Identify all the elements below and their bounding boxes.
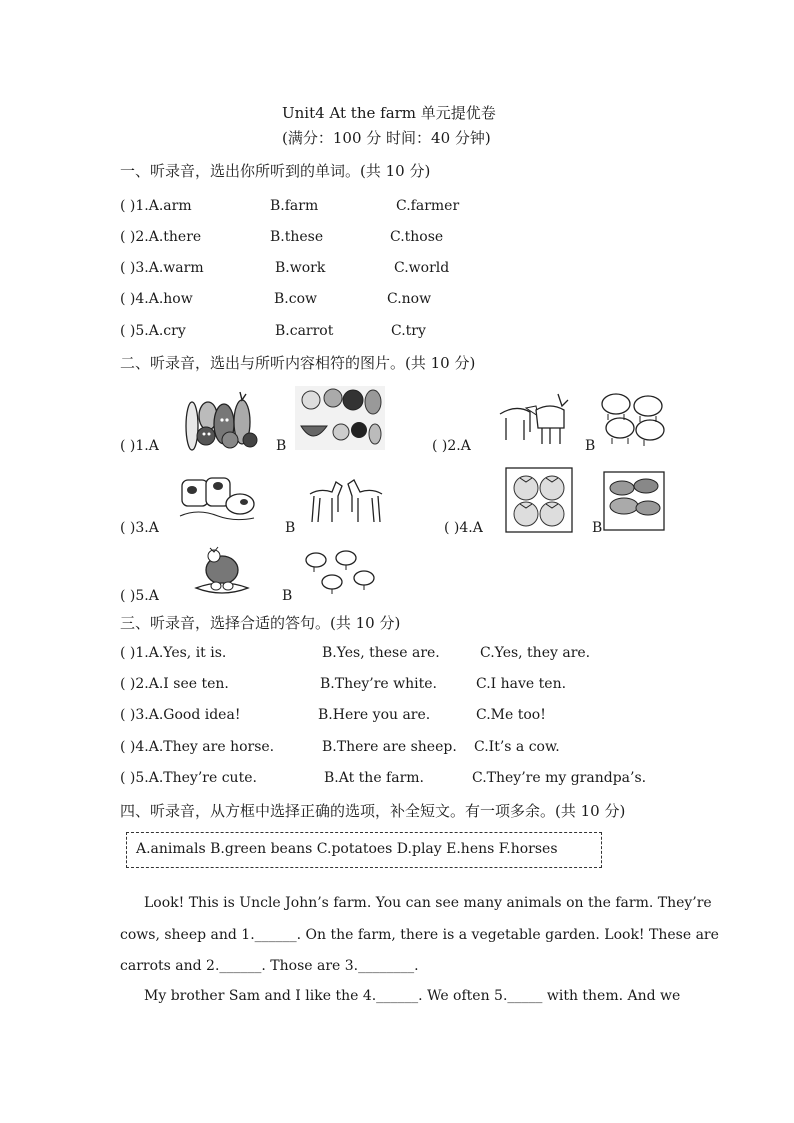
vegetables-picture xyxy=(180,386,262,452)
s1-q2-a: ( )2.A.there xyxy=(120,229,202,245)
s2-q2-b: B xyxy=(585,438,596,454)
s1-q4-c: C.now xyxy=(387,291,432,307)
s1-q5-c: C.try xyxy=(391,323,426,339)
s3-q4-c: C.It’s a cow. xyxy=(474,739,560,755)
s3-q1-c: C.Yes, they are. xyxy=(480,645,591,661)
s3-q3-a: ( )3.A.Good idea! xyxy=(120,707,241,723)
s2-q3-label: ( )3.A xyxy=(120,520,159,536)
s3-q5-c: C.They’re my grandpa’s. xyxy=(472,770,647,786)
s3-q4-a: ( )4.A.They are horse. xyxy=(120,739,275,755)
section3-heading: 三、听录音，选择合适的答句。(共 10 分) xyxy=(120,614,401,632)
s1-q1-c: C.farmer xyxy=(396,198,460,214)
s3-q3-c: C.Me too! xyxy=(476,707,546,723)
s1-q5-a: ( )5.A.cry xyxy=(120,323,186,339)
s3-q3-b: B.Here you are. xyxy=(318,707,431,723)
s2-q4-b: B xyxy=(592,520,603,536)
passage-line-3: carrots and 2.______. Those are 3.________. xyxy=(120,958,419,974)
s3-q1-a: ( )1.A.Yes, it is. xyxy=(120,645,227,661)
s3-q2-a: ( )2.A.I see ten. xyxy=(120,676,229,692)
s1-q5-b: B.carrot xyxy=(275,323,334,339)
section2-heading: 二、听录音，选出与所听内容相符的图片。(共 10 分) xyxy=(120,354,476,372)
s1-q3-a: ( )3.A.warm xyxy=(120,260,204,276)
s1-q4-b: B.cow xyxy=(274,291,317,307)
s1-q3-c: C.world xyxy=(394,260,450,276)
cows-picture xyxy=(178,472,256,528)
s1-q1-a: ( )1.A.arm xyxy=(120,198,192,214)
word-bank-options: A.animals B.green beans C.potatoes D.play E.hens F.horses xyxy=(136,841,558,857)
passage-line-2: cows, sheep and 1.______. On the farm, there is a vegetable garden. Look! These are xyxy=(120,927,719,943)
s3-q5-b: B.At the farm. xyxy=(324,770,425,786)
s3-q2-c: C.I have ten. xyxy=(476,676,567,692)
tomatoes-picture xyxy=(506,468,572,532)
s1-q2-b: B.these xyxy=(270,229,324,245)
s3-q5-a: ( )5.A.They’re cute. xyxy=(120,770,257,786)
passage-line-1: Look! This is Uncle John’s farm. You can see many animals on the farm. They’re xyxy=(144,895,712,911)
goats-picture xyxy=(496,390,572,446)
page-subtitle: (满分：100 分 时间：40 分钟) xyxy=(282,129,491,147)
potatoes-picture xyxy=(604,472,664,530)
s2-q1-b: B xyxy=(276,438,287,454)
s2-q4-label: ( )4.A xyxy=(444,520,483,536)
s1-q2-c: C.those xyxy=(390,229,444,245)
s2-q5-label: ( )5.A xyxy=(120,588,159,604)
s2-q3-b: B xyxy=(285,520,296,536)
s1-q1-b: B.farm xyxy=(270,198,319,214)
fruits-picture xyxy=(295,386,385,450)
s2-q5-b: B xyxy=(282,588,293,604)
section4-heading: 四、听录音，从方框中选择正确的选项，补全短文。有一项多余。(共 10 分) xyxy=(120,802,626,820)
sheep-picture xyxy=(598,390,668,446)
section1-heading: 一、听录音，选出你所听到的单词。(共 10 分) xyxy=(120,162,431,180)
s3-q2-b: B.They’re white. xyxy=(320,676,438,692)
s2-q1-label: ( )1.A xyxy=(120,438,159,454)
s3-q4-b: B.There are sheep. xyxy=(322,739,457,755)
chicks-picture xyxy=(302,546,376,598)
passage-line-4: My brother Sam and I like the 4.______. We often 5._____ with them. And we xyxy=(144,988,681,1004)
horses-picture xyxy=(306,472,386,528)
s1-q3-b: B.work xyxy=(275,260,326,276)
page-title: Unit4 At the farm 单元提优卷 xyxy=(282,104,496,122)
hen-picture xyxy=(192,544,252,600)
s3-q1-b: B.Yes, these are. xyxy=(322,645,440,661)
s1-q4-a: ( )4.A.how xyxy=(120,291,193,307)
s2-q2-label: ( )2.A xyxy=(432,438,471,454)
